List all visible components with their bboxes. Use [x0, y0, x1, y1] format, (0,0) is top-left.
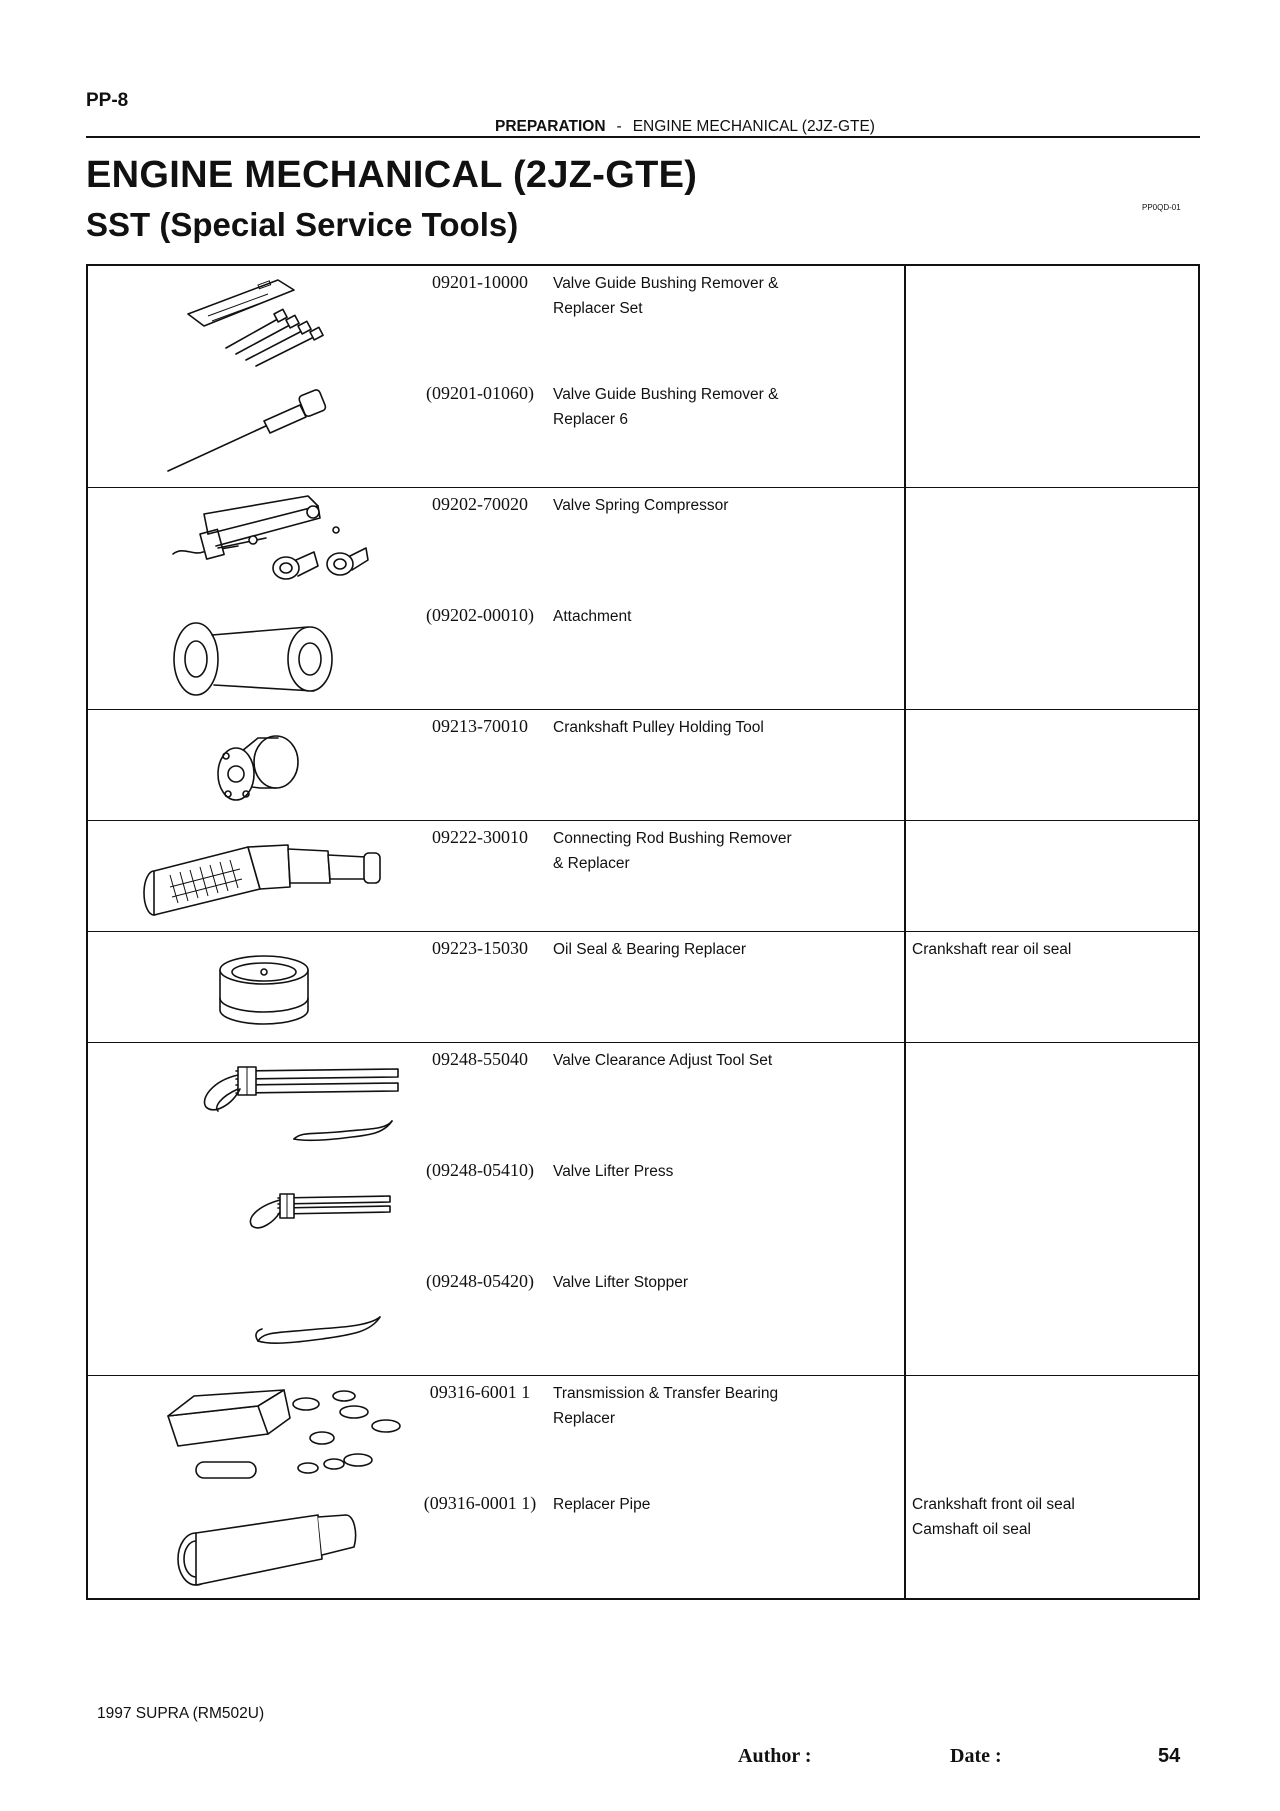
- pulley-holding-tool-icon: [108, 716, 408, 816]
- tool-name: Valve Spring Compressor: [553, 497, 729, 514]
- tool-row: [88, 266, 1198, 377]
- header-section: PREPARATION: [495, 118, 606, 135]
- tool-name: Oil Seal & Bearing Replacer: [553, 941, 746, 958]
- tool-row: [88, 1154, 1198, 1265]
- part-number: 09248-55040: [432, 1049, 528, 1069]
- tool-row: [88, 1043, 1198, 1154]
- header-subsection: ENGINE MECHANICAL (2JZ-GTE): [632, 118, 875, 135]
- tool-row: [88, 599, 1198, 710]
- tool-row: [88, 821, 1198, 932]
- part-number: (09201-01060): [426, 383, 534, 403]
- tool-row: [88, 1376, 1198, 1487]
- valve-spring-compressor-icon: [108, 494, 408, 594]
- valve-clearance-tool-set-icon: [108, 1049, 408, 1149]
- tool-name: Valve Guide Bushing Remover & Replacer 6: [553, 386, 779, 428]
- tool-group: [88, 932, 1198, 1043]
- valve-guide-bushing-set-icon: [108, 272, 408, 372]
- tool-name: Valve Lifter Stopper: [553, 1274, 688, 1291]
- replacer-pipe-icon: [108, 1493, 408, 1593]
- tool-group: [88, 1043, 1198, 1376]
- tool-group: [88, 488, 1198, 710]
- date-label: Date :: [950, 1745, 1002, 1767]
- author-label: Author :: [738, 1745, 812, 1767]
- tool-row: [88, 1487, 1198, 1598]
- valve-lifter-stopper-icon: [108, 1271, 408, 1371]
- tool-note: Crankshaft rear oil seal: [912, 941, 1072, 958]
- part-number: 09316-6001 1: [429, 1382, 531, 1402]
- tool-note: Crankshaft front oil seal Camshaft oil seal: [912, 1496, 1075, 1538]
- model-code: 1997 SUPRA (RM502U): [97, 1705, 265, 1722]
- rod-bushing-remover-icon: [108, 827, 408, 927]
- tool-name: Attachment: [553, 608, 632, 625]
- tool-name: Replacer Pipe: [553, 1496, 651, 1513]
- document-id: PP0QD-01: [1142, 203, 1181, 212]
- tool-row: [88, 710, 1198, 821]
- tool-name: Connecting Rod Bushing Remover & Replacer: [553, 830, 792, 872]
- part-number: 09222-30010: [432, 827, 528, 847]
- tool-group: [88, 1376, 1198, 1600]
- bearing-replacer-set-icon: [108, 1382, 408, 1482]
- part-number: 09201-10000: [432, 272, 528, 292]
- tool-name: Crankshaft Pulley Holding Tool: [553, 719, 764, 736]
- tool-row: [88, 1265, 1198, 1376]
- tool-row: [88, 488, 1198, 599]
- attachment-icon: [108, 605, 408, 705]
- tool-row: [88, 932, 1198, 1043]
- tool-name: Valve Lifter Press: [553, 1163, 674, 1180]
- header-separator: -: [616, 118, 622, 135]
- part-number: (09316-0001 1): [423, 1493, 537, 1513]
- part-number: (09248-05410): [426, 1160, 534, 1180]
- running-header: [86, 116, 1200, 138]
- bushing-remover-rod-icon: [108, 383, 408, 483]
- tool-group: [88, 821, 1198, 932]
- page-title: ENGINE MECHANICAL (2JZ-GTE): [86, 154, 698, 196]
- part-number: 09213-70010: [432, 716, 528, 736]
- part-number: 09202-70020: [432, 494, 528, 514]
- tool-name: Valve Guide Bushing Remover & Replacer Set: [553, 275, 779, 317]
- tool-name: Valve Clearance Adjust Tool Set: [553, 1052, 773, 1069]
- tool-group: [88, 266, 1198, 488]
- page-number: 54: [1158, 1745, 1181, 1767]
- sst-table: [86, 264, 1200, 1600]
- page-subtitle: SST (Special Service Tools): [86, 206, 519, 243]
- tool-row: [88, 377, 1198, 488]
- part-number: (09248-05420): [426, 1271, 534, 1291]
- valve-lifter-press-icon: [108, 1160, 408, 1260]
- tool-name: Transmission & Transfer Bearing Replacer: [553, 1385, 779, 1427]
- oil-seal-replacer-icon: [108, 938, 408, 1038]
- part-number: 09223-15030: [432, 938, 528, 958]
- tool-group: [88, 710, 1198, 821]
- page-code: PP-8: [86, 90, 129, 111]
- part-number: (09202-00010): [426, 605, 534, 625]
